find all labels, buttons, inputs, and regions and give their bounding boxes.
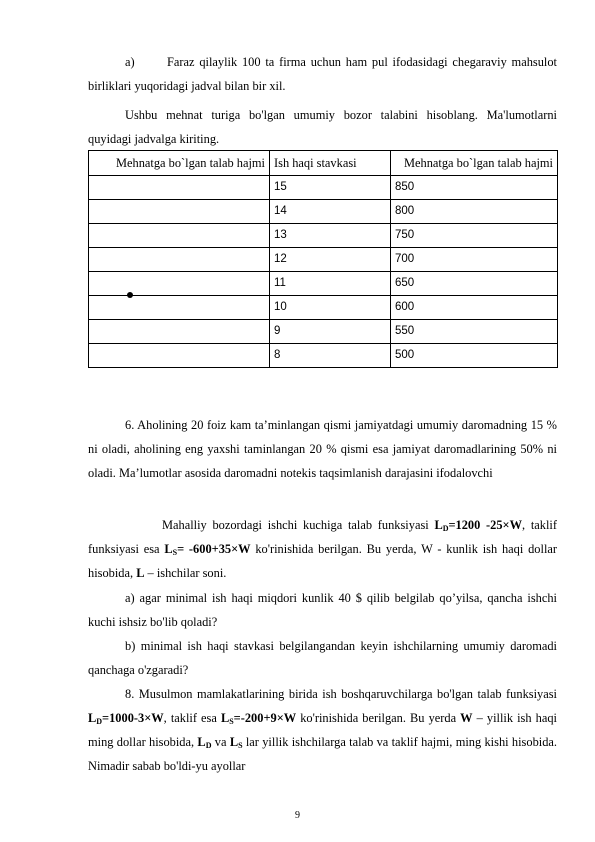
table-cell: 750 bbox=[391, 224, 558, 248]
table-cell: 500 bbox=[391, 344, 558, 368]
table-cell[interactable] bbox=[89, 272, 270, 296]
formula-l: L bbox=[197, 735, 206, 749]
formula-rhs: =1200 -25×W bbox=[448, 518, 523, 532]
table-cell: 10 bbox=[270, 296, 391, 320]
table-cell: 11 bbox=[270, 272, 391, 296]
p8-text-2: , taklif esa bbox=[163, 711, 221, 725]
paragraph-a bbox=[88, 50, 557, 98]
bullet-text-3: ko'rinishida berilgan. Bu yerda, W - kunlik ish haqi dollar hisobida, bbox=[88, 542, 558, 580]
formula-rhs: = -600+35×W bbox=[177, 542, 251, 556]
table-header-row bbox=[89, 151, 558, 176]
table-cell[interactable] bbox=[89, 200, 270, 224]
table-row bbox=[89, 248, 558, 272]
p8-ld-symbol bbox=[197, 735, 211, 749]
p8-text-3: ko'rinishida berilgan. Bu yerda bbox=[296, 711, 461, 725]
header-wage-rate: Ish haqi stavkasi bbox=[274, 156, 357, 170]
table-cell: 15 bbox=[270, 176, 391, 200]
table-cell: 13 bbox=[270, 224, 391, 248]
paragraph-a-label: a) bbox=[125, 55, 135, 69]
formula-sub: S bbox=[172, 548, 178, 557]
demand-formula bbox=[434, 518, 522, 532]
formula-sub: D bbox=[442, 524, 449, 533]
table-cell: 14 bbox=[270, 200, 391, 224]
paragraph-a-text: Faraz qilaylik 100 ta firma uchun ham pul ifodasidagi chegaraviy mahsulot birliklari yuqoridagi jadval bilan bir xil. bbox=[88, 55, 557, 93]
bullet-text-4: – ishchilar soni. bbox=[144, 566, 227, 580]
header-demand-volume-1: Mehnatga bo`lgan talab hajmi bbox=[116, 156, 265, 170]
table-row bbox=[89, 272, 558, 296]
labor-demand-table bbox=[88, 150, 558, 368]
formula-sub: D bbox=[96, 717, 103, 726]
table-cell[interactable] bbox=[89, 176, 270, 200]
table-cell: 650 bbox=[391, 272, 558, 296]
table-row bbox=[89, 296, 558, 320]
formula-l-symbol: L bbox=[136, 566, 145, 580]
table-row bbox=[89, 320, 558, 344]
formula-sub: D bbox=[205, 741, 212, 750]
table-header-cell bbox=[89, 151, 270, 176]
table-cell[interactable] bbox=[89, 344, 270, 368]
paragraph-6: 6. Aholining 20 foiz kam ta’minlangan qismi jamiyatdagi umumiy daromadning 15 % ni oladi, aholining eng yaxshi taminlangan 20 % qismi esa jamiyat daromadlarining 50% ni oladi. Ma’lumotlar asosida daromadni notekis taqsimlanish darajasini ifodalovchi bbox=[88, 418, 557, 480]
header-demand-volume-2: Mehnatga bo`lgan talab hajmi bbox=[404, 156, 553, 170]
table-row bbox=[89, 200, 558, 224]
p8-supply-formula bbox=[221, 711, 296, 725]
question-b: b) minimal ish haqi stavkasi belgilangandan keyin ishchilarning umumiy daromadi qanchaga o'zgaradi? bbox=[88, 639, 557, 677]
p8-demand-formula bbox=[88, 711, 164, 725]
paragraph-ushbu: Ushbu mehnat turiga bo'lgan umumiy bozor talabini hisoblang. Ma'lumotlarni quyidagi jadvalga kiriting. bbox=[88, 108, 557, 146]
table-cell: 8 bbox=[270, 344, 391, 368]
formula-l: L bbox=[220, 711, 230, 725]
table-cell: 600 bbox=[391, 296, 558, 320]
formula-l: L bbox=[229, 735, 239, 749]
table-cell[interactable] bbox=[89, 296, 270, 320]
bullet-text-2: , taklif funksiyasi esa bbox=[88, 518, 557, 556]
table-header-cell bbox=[391, 151, 558, 176]
formula-rhs: =-200+9×W bbox=[233, 711, 297, 725]
formula-l: L bbox=[164, 542, 173, 556]
p8-text-5: va bbox=[211, 735, 230, 749]
table-cell[interactable] bbox=[89, 224, 270, 248]
table-cell: 9 bbox=[270, 320, 391, 344]
formula-sub: S bbox=[229, 717, 234, 726]
page-number: 9 bbox=[295, 810, 300, 821]
question-a: a) agar minimal ish haqi miqdori kunlik 40 $ qilib belgilab qo’yilsa, qancha ishchi kuchi ishsiz bo'lib qoladi? bbox=[88, 591, 557, 629]
table-cell: 550 bbox=[391, 320, 558, 344]
table-row bbox=[89, 344, 558, 368]
supply-formula bbox=[164, 542, 250, 556]
p8-text-1: 8. Musulmon mamlakatlarining birida ish boshqaruvchilarga bo'lgan talab funksiyasi bbox=[125, 687, 557, 701]
table-cell[interactable] bbox=[89, 248, 270, 272]
bullet-text-1: Mahalliy bozordagi ishchi kuchiga talab funksiyasi bbox=[162, 518, 435, 532]
table-cell[interactable] bbox=[89, 320, 270, 344]
formula-l: L bbox=[88, 711, 97, 725]
p8-text-4: – yillik ish haqi ming dollar hisobida, bbox=[88, 711, 557, 749]
paragraph-bullet bbox=[88, 513, 557, 585]
p8-ls-symbol bbox=[230, 735, 243, 749]
formula-l: L bbox=[434, 518, 443, 532]
formula-rhs: =1000-3×W bbox=[102, 711, 164, 725]
table-row bbox=[89, 176, 558, 200]
table-cell: 12 bbox=[270, 248, 391, 272]
table-header-cell bbox=[270, 151, 391, 176]
paragraph-8 bbox=[88, 682, 557, 778]
p8-text-6: lar yillik ishchilarga talab va taklif hajmi, ming kishi hisobida. Nimadir sabab bo'ldi-yu ayollar bbox=[88, 735, 557, 773]
table-cell: 700 bbox=[391, 248, 558, 272]
table-cell: 850 bbox=[391, 176, 558, 200]
table-cell: 800 bbox=[391, 200, 558, 224]
p8-w-symbol: W bbox=[460, 711, 473, 725]
bullet-dot-icon bbox=[127, 292, 133, 298]
formula-sub: S bbox=[238, 741, 243, 750]
table-row bbox=[89, 224, 558, 248]
